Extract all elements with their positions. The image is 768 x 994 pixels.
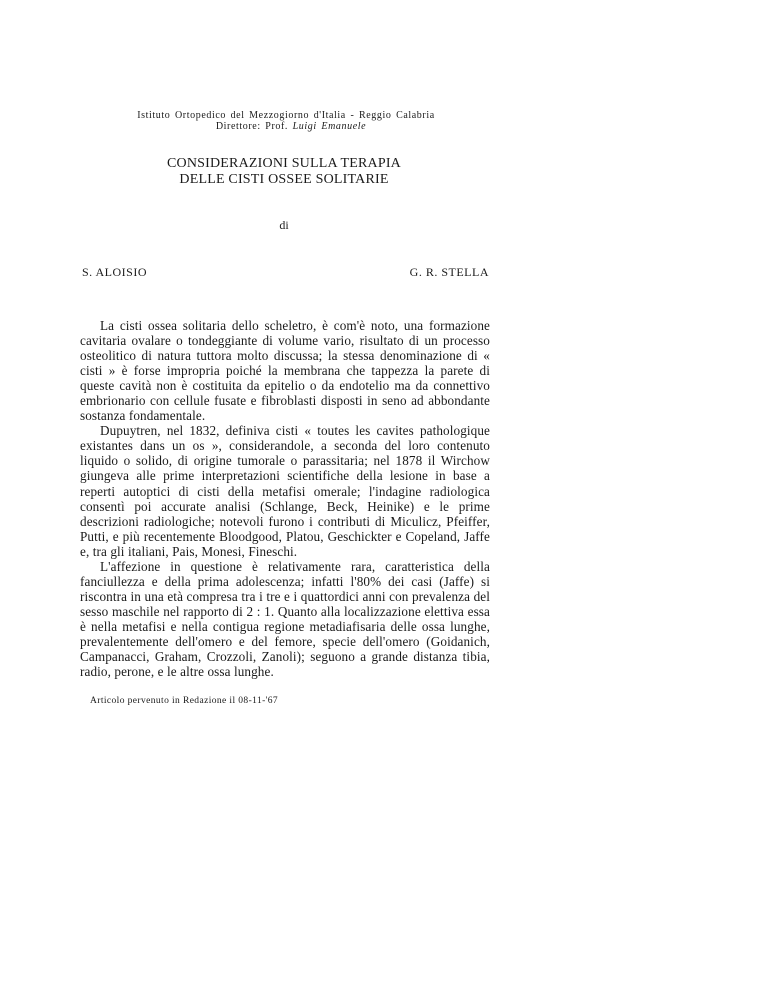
director-name: Luigi Emanuele [292,121,367,132]
paragraph: L'affezione in questione è relativamente rara, caratteristica della fanciullezza e della prima adolescenza; infatti l'80% dei casi (Jaffe) si riscontra in una età compresa tra i tre e i quattordici anni con prevalenza del sesso maschile nel rapporto di 2 : 1. Quanto alla localizzazione elettiva essa è nella metafisi e nella contigua regione metadiafisaria delle ossa lunghe, prevalentemente dell'omero e del femore, specie dell'omero (Goidanich, Campanacci, Graham, Crozzoli, Zanoli); seguono a grande distanza tibia, radio, perone, e le altre ossa lunghe. [80,558,490,680]
article-title [0,156,568,188]
title-line-1: CONSIDERAZIONI SULLA TERAPIA [166,156,401,171]
institute-name: Istituto Ortopedico del Mezzogiorno d'Italia - Reggio Calabria [137,110,435,121]
title-line-2: DELLE CISTI OSSEE SOLITARIE [179,172,389,187]
author-left: S. ALOISIO [82,265,148,279]
author-right: G. R. STELLA [409,265,489,279]
by-label: di [279,218,289,232]
institute-header [0,110,572,132]
article-body [80,318,490,679]
director-label: Direttore: Prof. [215,121,289,132]
paragraph: Dupuytren, nel 1832, definiva cisti « toutes les cavites pathologique existantes dans un os », considerandole, a seconda del loro contenuto liquido o solido, di origine tumorale o parassitaria; nel 1878 il Wirchow giungeva alle prime interpretazioni scientifiche della lesione in base a reperti autoptici di cisti della metafisi omerale; l'indagine radiologica consentì poi accurate analisi (Schlange, Beck, Heinike) e le prime descrizioni radiologiche; notevoli furono i contributi di Miculicz, Pfeiffer, Putti, e più recentemente Bloodgood, Platou, Geschickter e Copeland, Jaffe e, tra gli italiani, Pais, Monesi, Fineschi. [80,423,490,559]
paragraph: La cisti ossea solitaria dello scheletro, è com'è noto, una formazione cavitaria ovalare o tondeggiante di volume vario, risultato di un processo osteolitico di natura tuttora molto discussa; la stessa denominazione di « cisti » è forse impropria poiché la membrana che tappezza la parete di queste cavità non è costituita da epitelio o da endotelio ma da connettivo embrionario con cellule fusate e fibroblasti disposti in seno ad abbondante sostanza fondamentale. [80,318,490,424]
footnote: Articolo pervenuto in Redazione il 08-11-'67 [90,696,279,706]
director-line [0,121,572,132]
